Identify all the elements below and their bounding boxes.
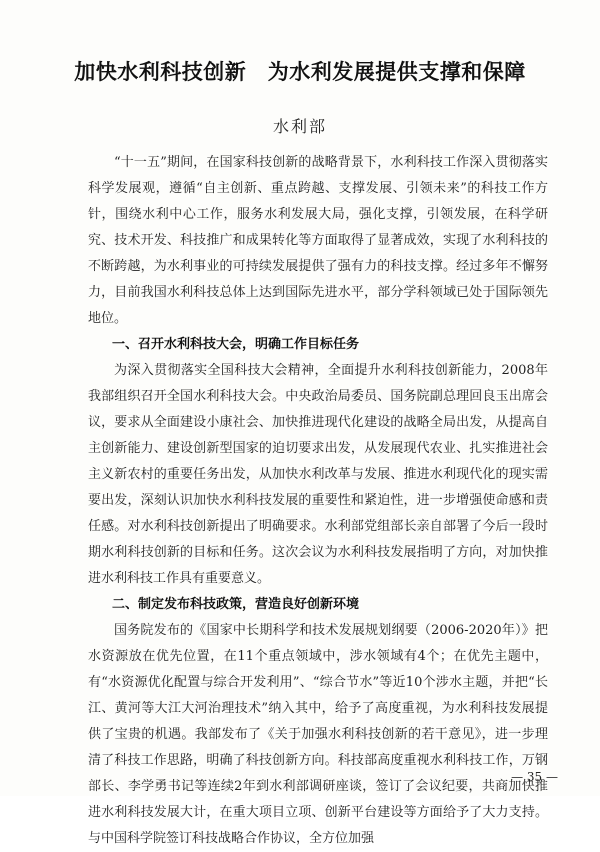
article-title: 加快水利科技创新 为水利发展提供支撑和保障 [74,60,526,84]
section-heading: 二、制定发布科技政策，营造良好创新环境 [112,597,360,612]
section-heading: 一、召开水利科技大会，明确工作目标任务 [112,337,360,352]
author-name: 水利部 [272,117,327,136]
page-number: — 35 — [511,770,558,784]
article-body [88,150,548,852]
body-paragraph: 为深入贯彻落实全国科技大会精神，全面提升水利科技创新能力，2008年我部组织召开全国水利科技大会。中央政治局委员、国务院副总理回良玉出席会议，要求从全面建设小康社会、加快推进现代化建设的战略全局出发，从提高自主创新能力、建设创新型国家的迫切要求出发，从发展现代农业、扎实推进社会主义新农村的重要任务出发，从加快水利改革与发展、推进水利现代化的现实需要出发，深刻认识加快水利科技发展的重要性和紧迫性，进一步增强使命感和责任感。对水利科技创新提出了明确要求。水利部党组部长亲自部署了今后一段时期水利科技创新的目标和任务。这次会议为水利科技发展指明了方向，对加快推进水利科技工作具有重要意义。 [88,363,548,586]
body-paragraph: 国务院发布的《国家中长期科学和技术发展规划纲要（2006-2020年）》把水资源放在优先位置，在11个重点领域中，涉水领域有4个；在优先主题中，有“水资源优化配置与综合开发利用”、“综合节水”等近10个涉水主题，并把“长江、黄河等大江大河治理技术”纳入其中，给予了高度重视，为水利科技发展提供了宝贵的机遇。我部发布了《关于加强水利科技创新的若干意见》，进一步理清了科技工作思路，明确了科技创新方向。科技部高度重视水利科技工作，万钢部长、李学勇书记等连续2年到水利部调研座谈，签订了会议纪要，共商加快推进水利科技发展大计，在重大项目立项、创新平台建设等方面给予了大力支持。与中国科学院签订科技战略合作协议，全方位加强 [88,623,548,846]
body-paragraph: “十一五”期间，在国家科技创新的战略背景下，水利科技工作深入贯彻落实科学发展观，遵循“自主创新、重点跨越、支撑发展、引领未来”的科技工作方针，围绕水利中心工作，服务水利发展大局，强化支撑，引领发展，在科学研究、技术开发、科技推广和成果转化等方面取得了显著成效，实现了水利科技的不断跨越，为水利事业的可持续发展提供了强有力的科技支撑。经过多年不懈努力，目前我国水利科技总体上达到国际先进水平，部分学科领域已处于国际领先地位。 [88,155,548,326]
